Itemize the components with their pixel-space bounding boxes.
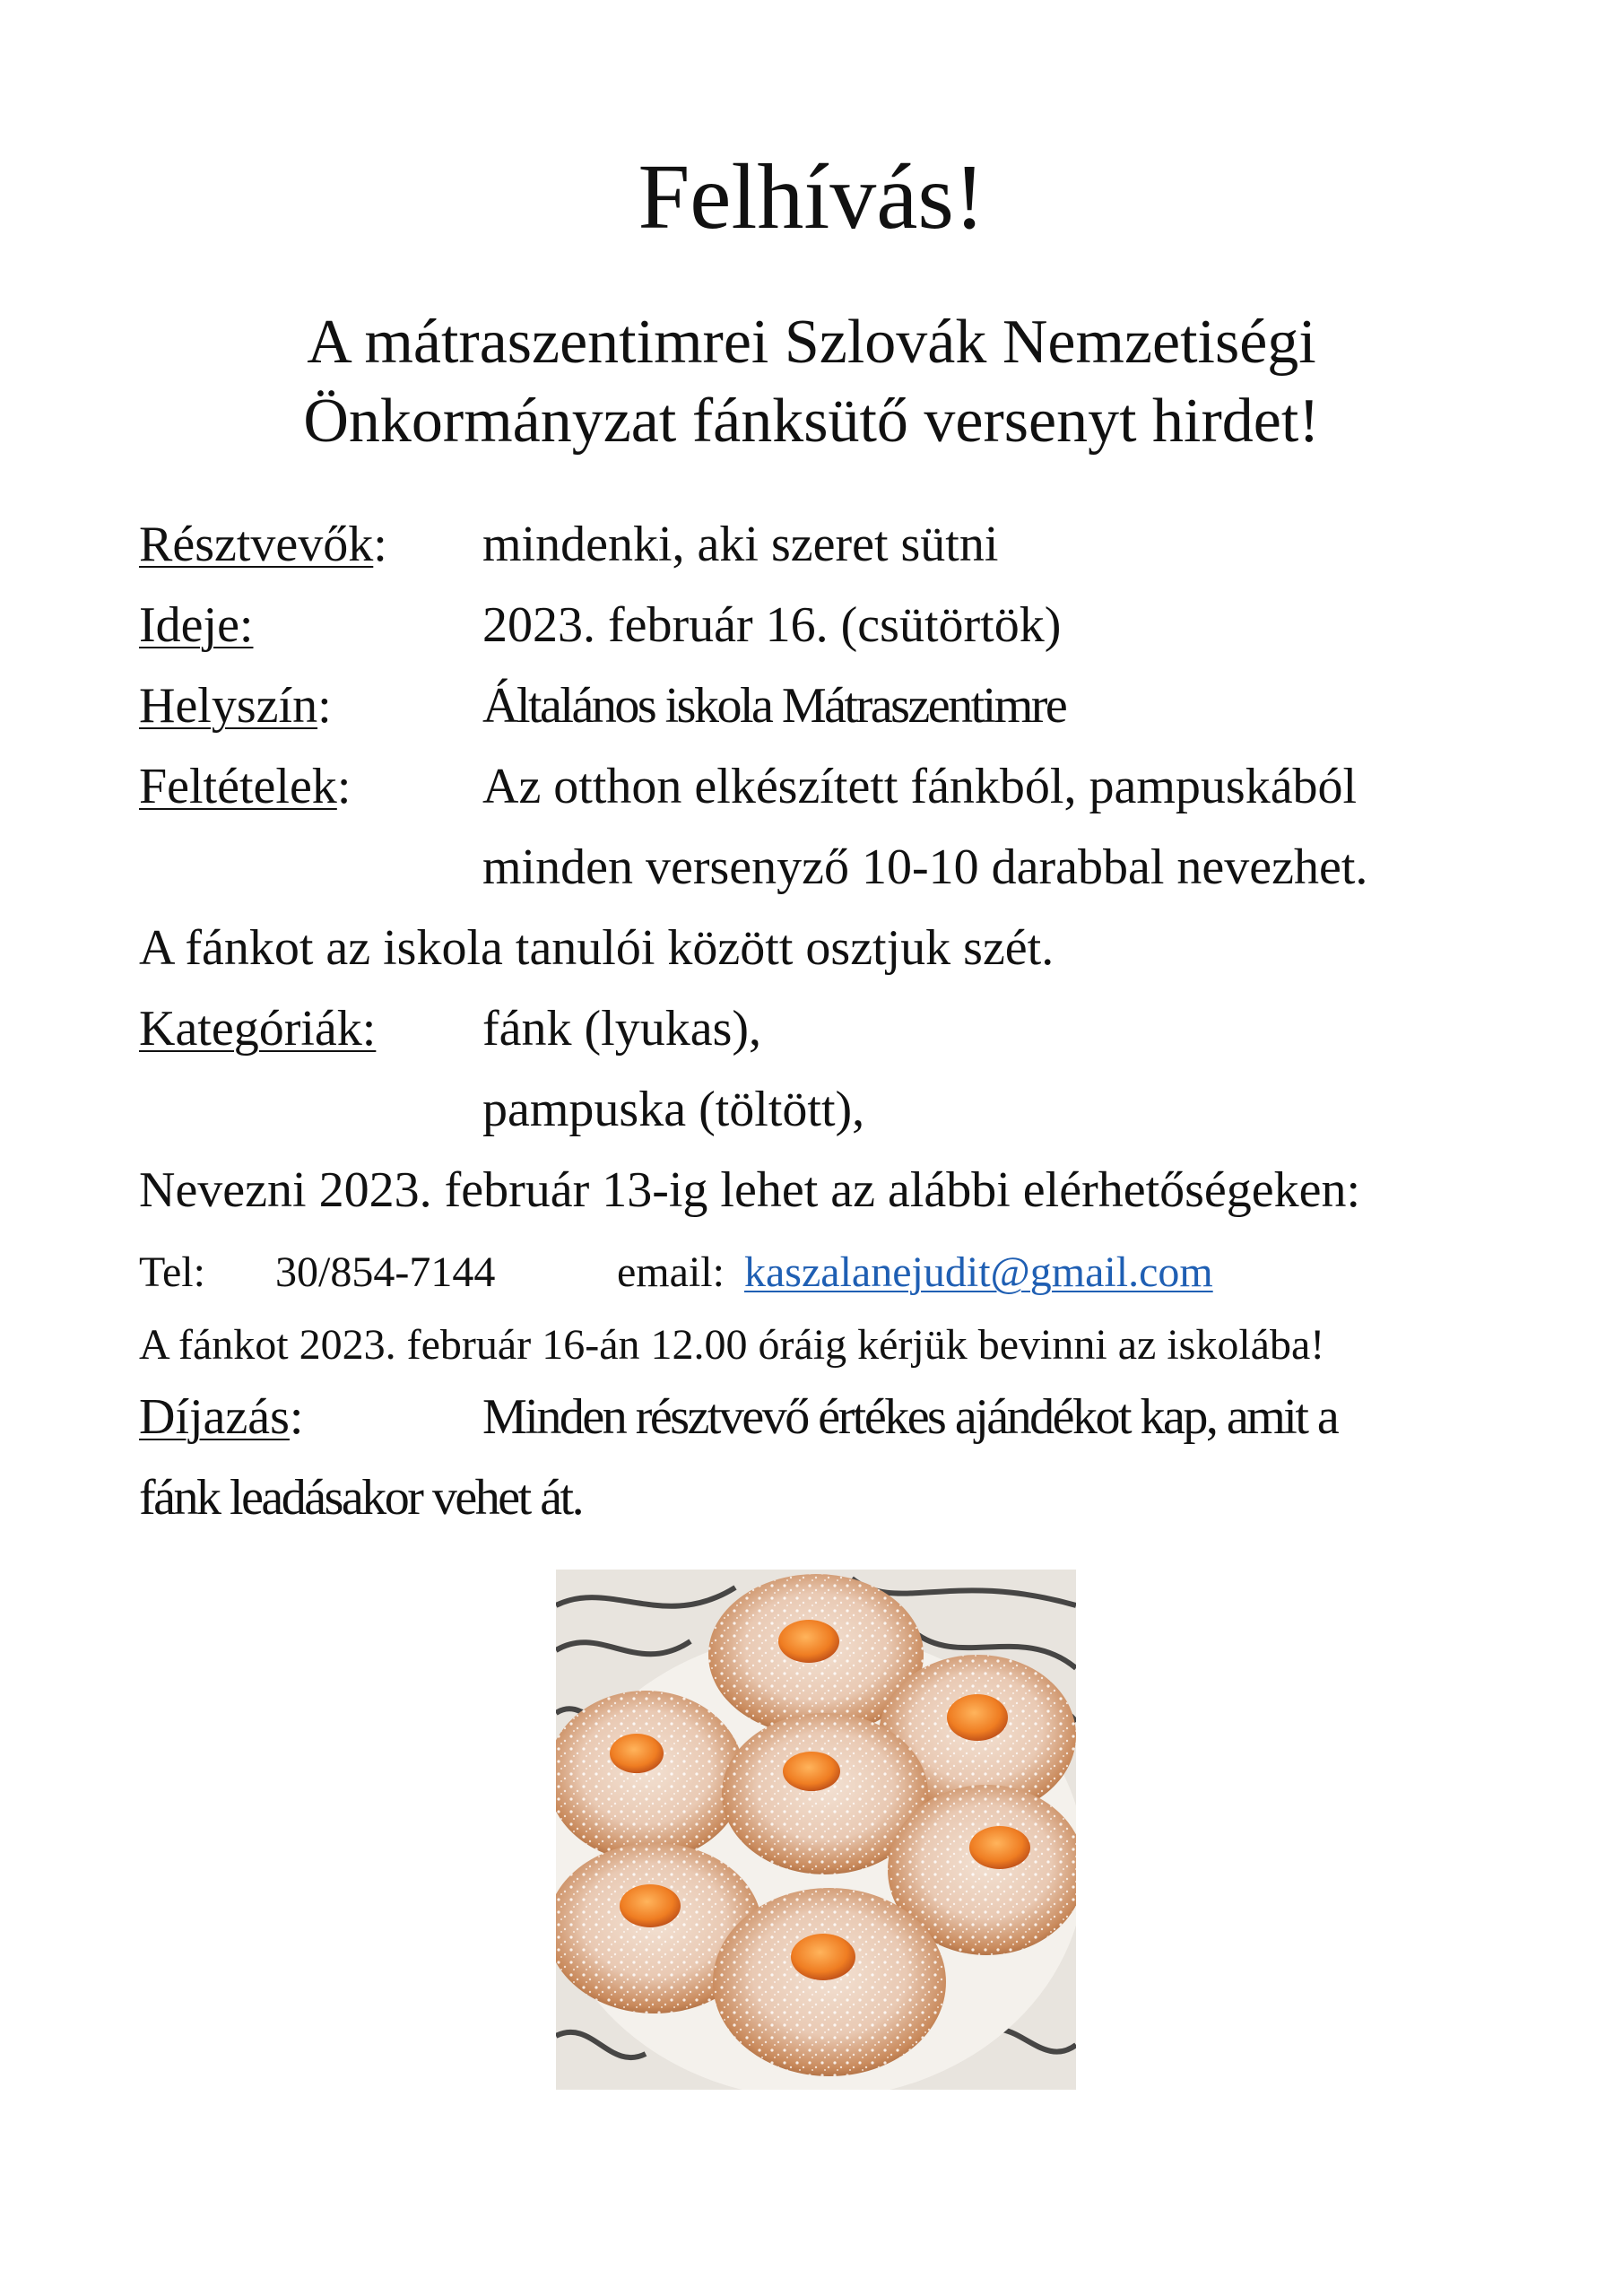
- distribution-text: A fánkot az iskola tanulói között osztjuk szét.: [139, 920, 1055, 976]
- subtitle: [0, 303, 1623, 461]
- categories-value-1: fánk (lyukas),: [482, 1001, 762, 1057]
- conditions-value-2: minden versenyző 10-10 darabbal nevezhet.: [482, 839, 1368, 895]
- registration-text: Nevezni 2023. február 13-ig lehet az alábbi elérhetőségeken:: [139, 1162, 1361, 1218]
- subtitle-line-2: Önkormányzat fánksütő versenyt hirdet!: [303, 387, 1320, 456]
- date-value: 2023. február 16. (csütörtök): [482, 597, 1062, 653]
- email-link[interactable]: kaszalanejudit@gmail.com: [744, 1248, 1213, 1296]
- location-colon: :: [317, 678, 332, 734]
- delivery-text: A fánkot 2023. február 16-án 12.00 óráig kérjük bevinni az iskolába!: [139, 1321, 1325, 1369]
- conditions-label: [139, 755, 351, 818]
- conditions-colon: :: [336, 759, 352, 814]
- contact-row: [139, 1241, 1213, 1304]
- participants-colon: :: [373, 517, 387, 572]
- conditions-value-1: Az otthon elkészített fánkból, pampuskából: [482, 759, 1358, 814]
- prize-colon: :: [289, 1389, 304, 1445]
- tel-label: Tel:: [139, 1248, 205, 1296]
- participants-label-text: Résztvevők: [139, 517, 374, 572]
- prize-value-2: fánk leadásakor vehet át.: [139, 1470, 583, 1526]
- conditions-label-text: Feltételek: [139, 759, 337, 814]
- prize-label-text: Díjazás: [139, 1389, 290, 1445]
- location-label-text: Helyszín: [139, 678, 318, 734]
- date-label: Ideje:: [139, 597, 254, 653]
- subtitle-line-1: A mátraszentimrei Szlovák Nemzetiségi: [307, 308, 1316, 377]
- prize-label: [139, 1386, 303, 1448]
- email-label: email:: [617, 1248, 725, 1296]
- location-value: Általános iskola Mátraszentimre: [482, 678, 1066, 734]
- participants-label: [139, 513, 387, 576]
- categories-label: Kategóriák:: [139, 1001, 377, 1057]
- prize-value-1: Minden résztvevő értékes ajándékot kap, amit a: [482, 1389, 1338, 1445]
- tel-value: 30/854-7144: [275, 1248, 496, 1296]
- participants-value: mindenki, aki szeret sütni: [482, 517, 999, 572]
- page-title: Felhívás!: [638, 145, 985, 248]
- donuts-photo: [556, 1570, 1076, 2090]
- location-label: [139, 674, 332, 737]
- categories-value-2: pampuska (töltött),: [482, 1082, 865, 1137]
